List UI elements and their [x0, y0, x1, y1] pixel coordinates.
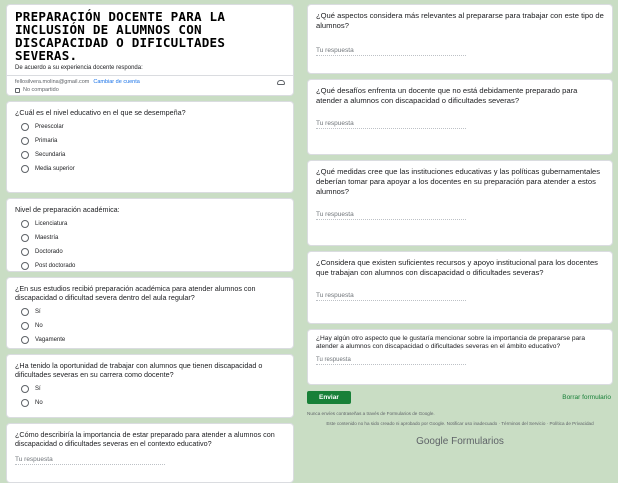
radio-icon[interactable] [21, 308, 29, 316]
question-text: ¿Cuál es el nivel educativo en el que se desempeña? [15, 108, 186, 117]
form-description: De acuerdo a su experiencia docente responda: [15, 65, 143, 71]
option-label: Post doctorado [35, 263, 76, 269]
question-card-academic-level [6, 198, 294, 272]
option-doctorado[interactable] [15, 248, 285, 256]
radio-icon[interactable] [21, 385, 29, 393]
question-card-resources [307, 251, 613, 324]
radio-icon[interactable] [21, 220, 29, 228]
question-text: ¿Qué aspectos considera más relevantes al prepararse para trabajar con este tipo de alumnos? [316, 11, 604, 30]
radio-icon[interactable] [21, 123, 29, 131]
question-card-other-aspects [307, 329, 613, 385]
option-label: Licenciatura [35, 221, 68, 227]
lock-icon [15, 88, 20, 93]
radio-icon[interactable] [21, 165, 29, 173]
answer-input[interactable]: Tu respuesta [316, 120, 466, 129]
option-maestria[interactable] [15, 234, 285, 242]
clear-form-button[interactable]: Borrar formulario [562, 394, 611, 401]
question-text: ¿Hay algún otro aspecto que le gustaría mencionar sobre la importancia de prepararse para atender a alumnos con discapacidad o dificultades severas en el ámbito educativo? [316, 335, 586, 350]
question-text: ¿Qué desafíos enfrenta un docente que no está debidamente preparado para atender a alumnos con discapacidad o dificultades severas? [316, 86, 578, 105]
not-shared-label: No compartido [23, 87, 59, 93]
option-media-superior[interactable] [15, 165, 285, 173]
question-card-training-received [6, 277, 294, 349]
option-si[interactable] [15, 385, 285, 393]
cloud-icon [277, 80, 285, 85]
brand-product: Formularios [451, 436, 504, 447]
question-card-relevant-aspects [307, 4, 613, 74]
submit-button[interactable]: Enviar [307, 391, 351, 404]
question-card-education-level [6, 101, 294, 193]
radio-icon[interactable] [21, 399, 29, 407]
question-text: ¿Ha tenido la oportunidad de trabajar con alumnos que tienen discapacidad o dificultades severas en su carrera como docente? [15, 361, 263, 379]
radio-icon[interactable] [21, 322, 29, 330]
not-shared-row [15, 87, 285, 93]
answer-input[interactable]: Tu respuesta [15, 456, 165, 465]
divider [7, 75, 293, 76]
radio-icon[interactable] [21, 336, 29, 344]
question-text: ¿Cómo describiría la importancia de estar preparado para atender a alumnos con discapacidad o dificultades severas en el contexto educativo? [15, 430, 275, 448]
radio-icon[interactable] [21, 137, 29, 145]
option-no[interactable] [15, 322, 285, 330]
option-label: No [35, 400, 43, 406]
option-label: Sí [35, 386, 41, 392]
account-row [15, 79, 285, 85]
option-label: Doctorado [35, 249, 63, 255]
switch-account-link[interactable]: Cambiar de cuenta [93, 79, 140, 85]
right-column [307, 4, 613, 447]
option-post-doctorado[interactable] [15, 262, 285, 270]
answer-input[interactable]: Tu respuesta [316, 47, 466, 56]
option-no[interactable] [15, 399, 285, 407]
question-text: ¿Qué medidas cree que las instituciones educativas y las políticas gubernamentales deberían tomar para apoyar a los docentes en su preparación para atender a estos alumnos? [316, 167, 601, 196]
radio-icon[interactable] [21, 234, 29, 242]
option-label: No [35, 323, 43, 329]
option-vagamente[interactable] [15, 336, 285, 344]
option-label: Maestría [35, 235, 59, 241]
option-label: Vagamente [35, 337, 66, 343]
account-email: fellosilvera.molina@gmail.com [15, 79, 90, 85]
option-label: Sí [35, 309, 41, 315]
radio-icon[interactable] [21, 248, 29, 256]
radio-icon[interactable] [21, 262, 29, 270]
brand-google: Google [416, 436, 449, 447]
answer-input[interactable]: Tu respuesta [316, 211, 466, 220]
question-card-experience [6, 354, 294, 418]
question-text: ¿Considera que existen suficientes recursos y apoyo institucional para los docentes que trabajan con alumnos con discapacidad o dificultades severas? [316, 258, 598, 277]
answer-input[interactable]: Tu respuesta [316, 292, 466, 301]
question-text: ¿En sus estudios recibió preparación académica para atender alumnos con discapacidad o dificultad severa dentro del aula regular? [15, 284, 256, 302]
question-text: Nivel de preparación académica: [15, 205, 120, 214]
option-secundaria[interactable] [15, 151, 285, 159]
option-label: Preescolar [35, 124, 64, 130]
option-label: Secundaria [35, 152, 66, 158]
option-si[interactable] [15, 308, 285, 316]
question-card-importance [6, 423, 294, 483]
option-label: Media superior [35, 166, 75, 172]
answer-input[interactable]: Tu respuesta [316, 357, 466, 365]
google-forms-logo [307, 436, 613, 447]
question-card-measures [307, 160, 613, 246]
question-card-challenges [307, 79, 613, 155]
form-title: PREPARACIÓN DOCENTE PARA LA INCLUSIÓN DE ALUMNOS CON DISCAPACIDAD O DIFICULTADES SEVERAS. [15, 9, 226, 63]
option-label: Primaria [35, 138, 58, 144]
form-header-card [6, 4, 294, 96]
left-column [6, 4, 294, 483]
actions-row [307, 391, 613, 404]
footer-disclaimer: Este contenido no ha sido creado ni aprobado por Google. Notificar uso inadecuado · Términos del Servicio · Política de Privacidad [326, 421, 594, 426]
password-note: Nunca envíes contraseñas a través de Formularios de Google. [307, 411, 435, 416]
option-preescolar[interactable] [15, 123, 285, 131]
option-licenciatura[interactable] [15, 220, 285, 228]
option-primaria[interactable] [15, 137, 285, 145]
radio-icon[interactable] [21, 151, 29, 159]
